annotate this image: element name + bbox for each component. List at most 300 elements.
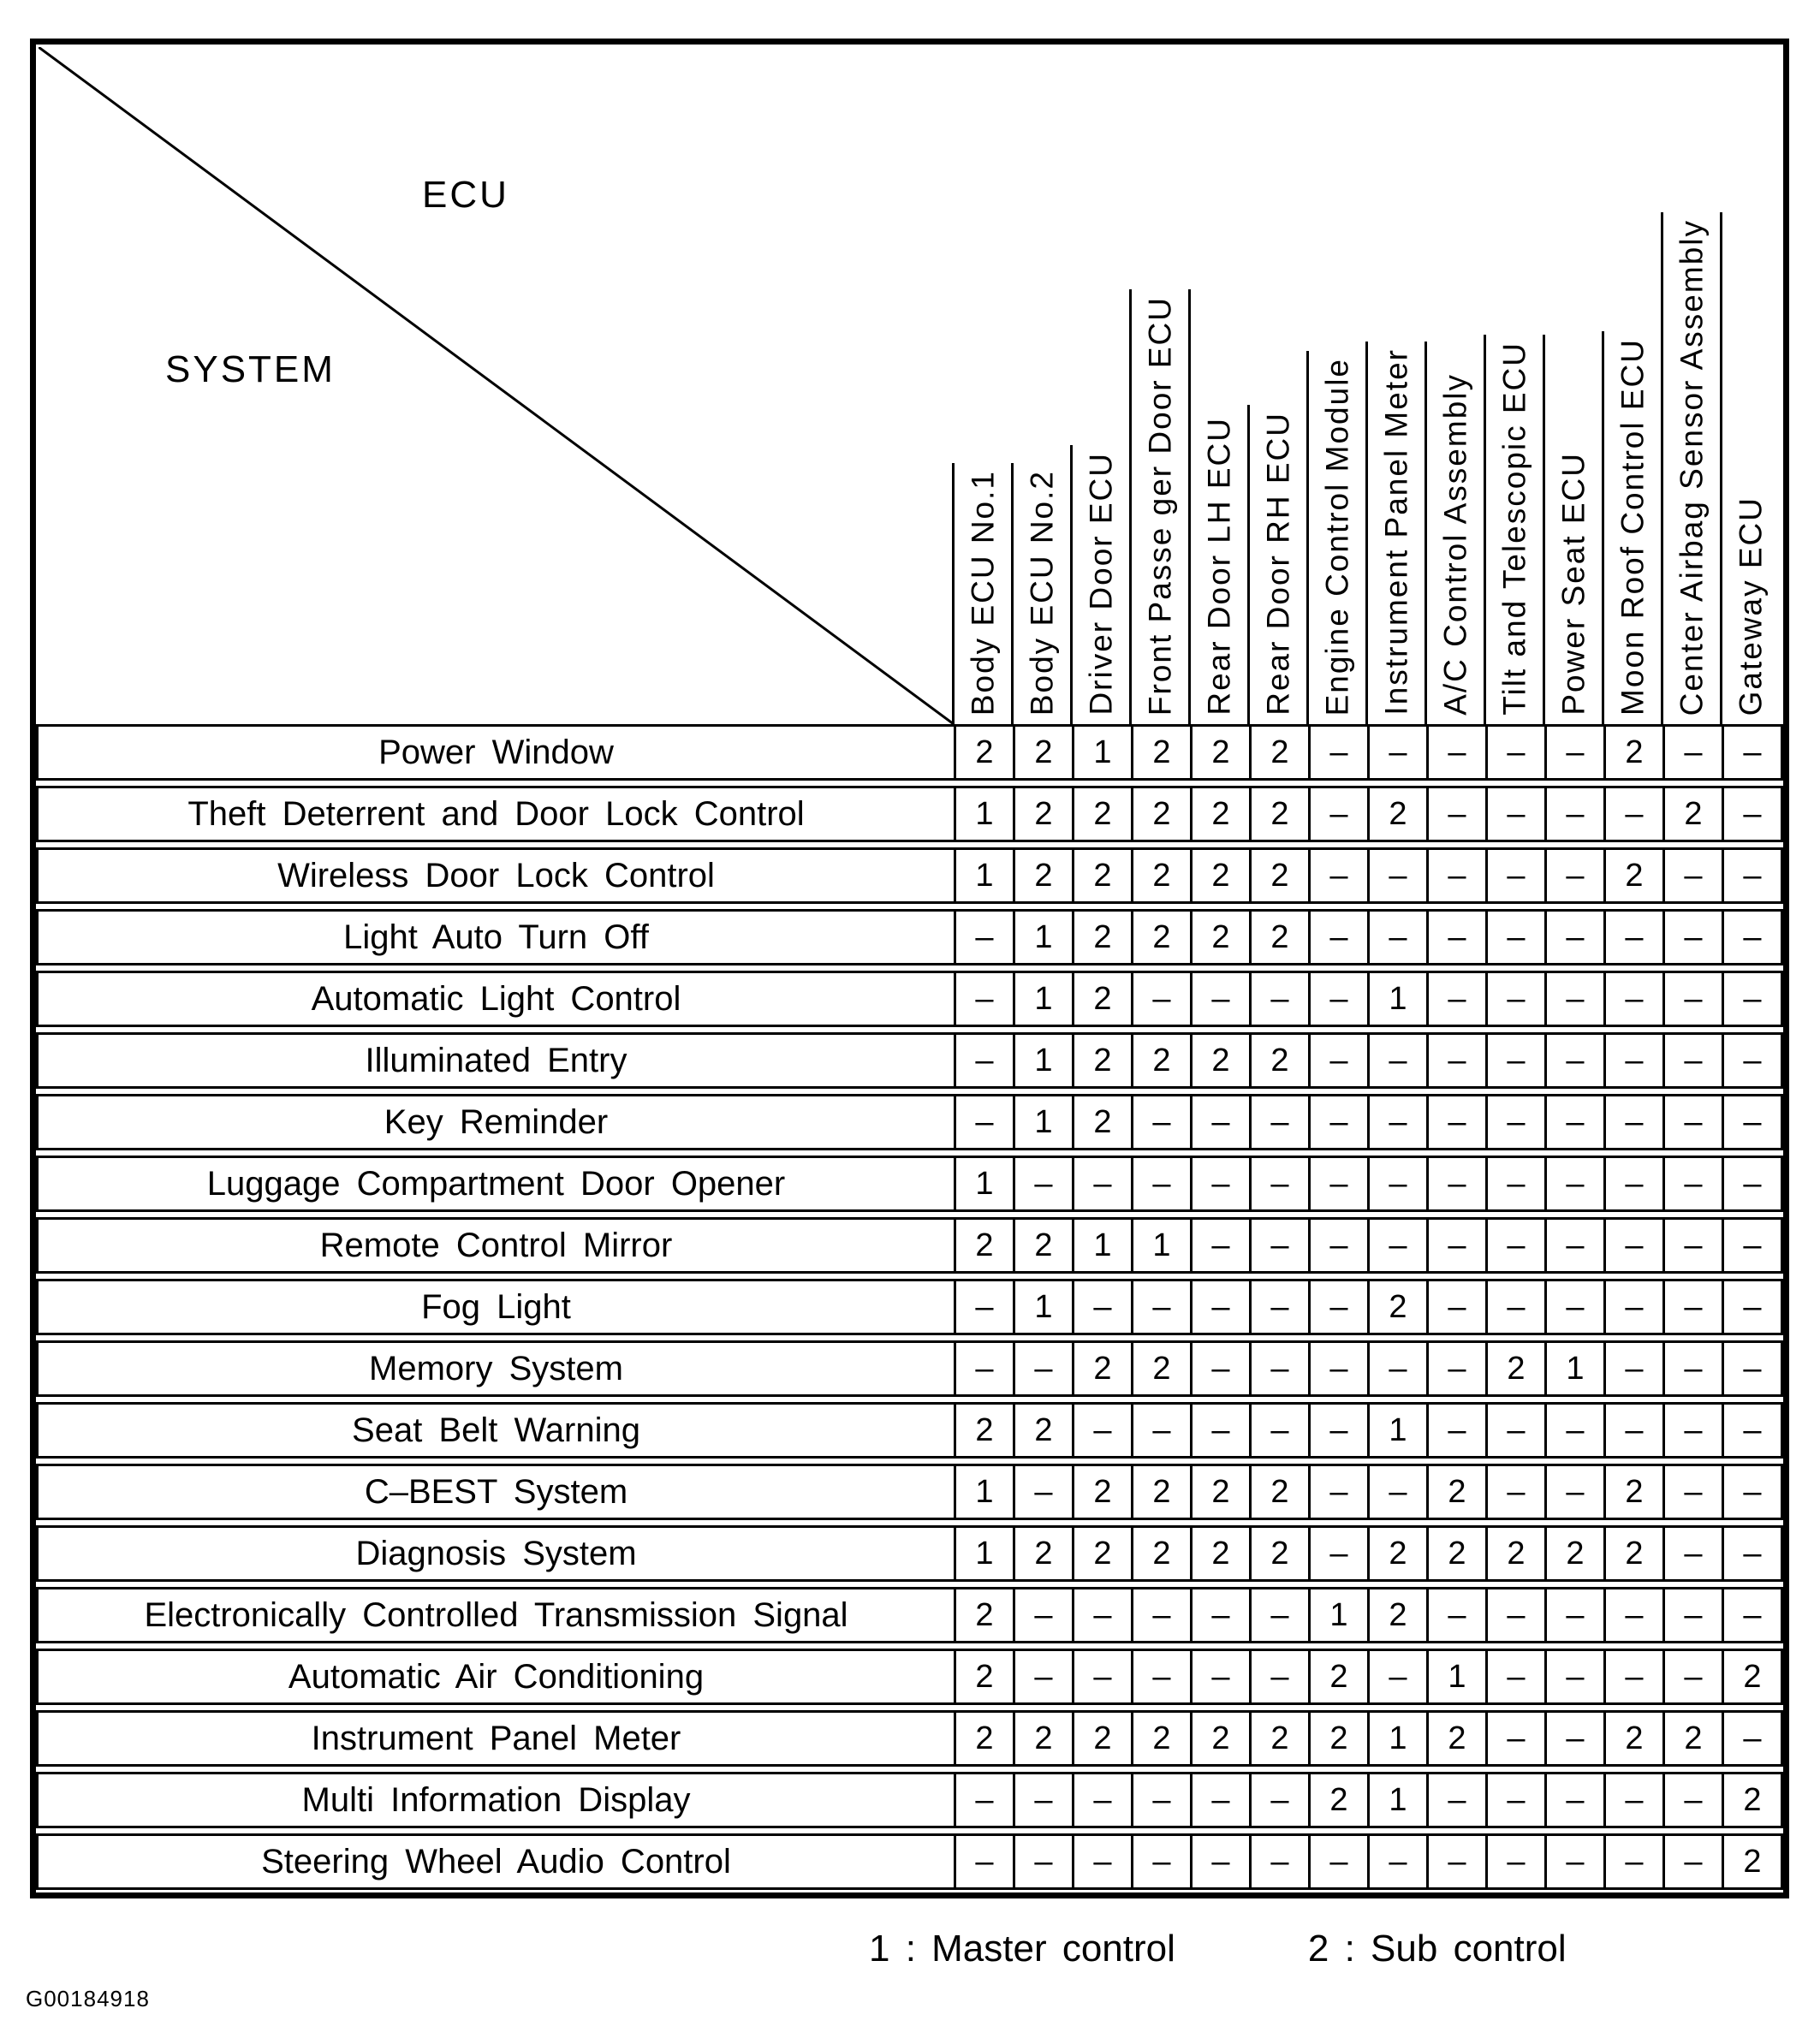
ecu-column-label: Body ECU No.1 <box>965 469 1001 716</box>
control-value-cell: – <box>954 1774 1013 1826</box>
system-name-cell: Automatic Air Conditioning <box>288 1657 705 1696</box>
control-value-cell: – <box>1544 850 1603 901</box>
control-value-cell: – <box>1367 1651 1426 1702</box>
control-value-cell: – <box>1308 1343 1367 1394</box>
control-value-cell: – <box>1662 1096 1722 1148</box>
control-value-cell: 1 <box>1367 1774 1426 1826</box>
control-value-cell: 2 <box>1190 1713 1249 1764</box>
control-value-cell: – <box>1485 1651 1544 1702</box>
control-value-cell: – <box>1367 850 1426 901</box>
system-name-cell: Illuminated Entry <box>365 1041 627 1079</box>
ecu-column-label: Center Airbag Sensor Assembly <box>1674 218 1710 716</box>
ecu-column-label: Engine Control Module <box>1319 357 1355 716</box>
control-value-cell: – <box>1544 1651 1603 1702</box>
system-row <box>36 1032 1783 1089</box>
control-value-cell: – <box>1013 1158 1072 1209</box>
control-value-cell: – <box>1485 1836 1544 1887</box>
system-row <box>36 1340 1783 1397</box>
control-value-cell: 2 <box>1367 1589 1426 1641</box>
control-value-cell: 2 <box>1131 727 1190 778</box>
control-value-cell: – <box>954 1281 1013 1333</box>
control-value-cell: 1 <box>1013 912 1072 963</box>
control-value-cell: – <box>1722 727 1781 778</box>
control-value-cell: 2 <box>1013 850 1072 901</box>
control-value-cell: – <box>1603 1651 1662 1702</box>
control-value-cell: – <box>1190 1096 1249 1148</box>
control-value-cell: – <box>1485 1035 1544 1086</box>
control-value-cell: – <box>1013 1836 1072 1887</box>
control-value-cell: – <box>954 973 1013 1025</box>
system-row <box>36 1710 1783 1767</box>
control-value-cell: 2 <box>1190 912 1249 963</box>
control-value-cell: – <box>1426 1158 1485 1209</box>
control-value-cell: – <box>1249 1774 1308 1826</box>
control-value-cell: – <box>1013 1651 1072 1702</box>
control-value-cell: – <box>1426 850 1485 901</box>
control-value-cell: 2 <box>954 1651 1013 1702</box>
control-value-cell: 2 <box>1072 850 1131 901</box>
control-value-cell: 2 <box>1190 850 1249 901</box>
control-value-cell: – <box>1544 1096 1603 1148</box>
control-value-cell: – <box>1662 912 1722 963</box>
system-name-cell: Key Reminder <box>384 1102 609 1141</box>
control-value-cell: 2 <box>1072 788 1131 840</box>
control-value-cell: – <box>1308 1220 1367 1271</box>
system-name-cell: Memory System <box>369 1349 623 1387</box>
system-name-cell: Light Auto Turn Off <box>343 918 649 956</box>
control-value-cell: 2 <box>1190 788 1249 840</box>
control-value-cell: 2 <box>1013 1220 1072 1271</box>
control-value-cell: – <box>1485 850 1544 901</box>
ecu-column-label: Moon Roof Control ECU <box>1615 338 1650 716</box>
control-value-cell: 2 <box>1308 1713 1367 1764</box>
control-value-cell: – <box>1426 1589 1485 1641</box>
control-value-cell: 2 <box>1249 912 1308 963</box>
control-value-cell: – <box>1722 1405 1781 1456</box>
control-value-cell: – <box>1249 1405 1308 1456</box>
control-value-cell: 2 <box>954 1713 1013 1764</box>
control-value-cell: – <box>1072 1405 1131 1456</box>
ecu-column-label: Driver Door ECU <box>1083 452 1119 716</box>
control-value-cell: 2 <box>1249 850 1308 901</box>
system-name-cell: Electronically Controlled Transmission Signal <box>144 1595 848 1634</box>
control-value-cell: – <box>1544 727 1603 778</box>
control-value-cell: – <box>1013 1774 1072 1826</box>
system-row <box>36 1094 1783 1150</box>
control-value-cell: – <box>1190 1774 1249 1826</box>
control-value-cell: 1 <box>1131 1220 1190 1271</box>
table-body-rows <box>36 724 1783 1892</box>
control-value-cell: – <box>1249 1589 1308 1641</box>
control-value-cell: 2 <box>1072 1035 1131 1086</box>
control-value-cell: 2 <box>1367 1528 1426 1579</box>
control-value-cell: – <box>1249 1281 1308 1333</box>
control-value-cell: – <box>1544 1158 1603 1209</box>
control-value-cell: – <box>1426 912 1485 963</box>
system-name-cell: Remote Control Mirror <box>319 1226 673 1264</box>
control-value-cell: 2 <box>1131 912 1190 963</box>
system-row <box>36 1772 1783 1828</box>
control-value-cell: – <box>1544 788 1603 840</box>
system-row <box>36 786 1783 842</box>
control-value-cell: – <box>1367 1158 1426 1209</box>
control-value-cell: 2 <box>1308 1774 1367 1826</box>
control-value-cell: 2 <box>1131 1035 1190 1086</box>
control-value-cell: – <box>1249 1836 1308 1887</box>
control-value-cell: – <box>1722 1528 1781 1579</box>
control-value-cell: – <box>1190 1158 1249 1209</box>
control-value-cell: – <box>1544 1220 1603 1271</box>
control-value-cell: – <box>1131 1651 1190 1702</box>
ecu-column-label: Body ECU No.2 <box>1024 469 1060 716</box>
control-value-cell: – <box>1131 973 1190 1025</box>
control-value-cell: – <box>1190 1651 1249 1702</box>
control-value-cell: 1 <box>1013 1096 1072 1148</box>
control-value-cell: – <box>1662 1343 1722 1394</box>
system-name-cell: Instrument Panel Meter <box>311 1719 681 1757</box>
control-value-cell: 2 <box>1662 1713 1722 1764</box>
control-value-cell: – <box>1131 1836 1190 1887</box>
control-value-cell: – <box>1426 1774 1485 1826</box>
control-value-cell: – <box>1249 1651 1308 1702</box>
system-axis-label: SYSTEM <box>165 348 336 390</box>
control-value-cell: – <box>1190 1589 1249 1641</box>
control-value-cell: 2 <box>1367 1281 1426 1333</box>
control-value-cell: 1 <box>954 1158 1013 1209</box>
control-value-cell: – <box>1131 1158 1190 1209</box>
legend <box>869 1928 1567 1970</box>
control-value-cell: 2 <box>1013 788 1072 840</box>
control-value-cell: – <box>1426 1836 1485 1887</box>
control-value-cell: – <box>1722 1158 1781 1209</box>
control-value-cell: 1 <box>954 1528 1013 1579</box>
ecu-column-label: Power Seat ECU <box>1555 452 1591 716</box>
control-value-cell: 2 <box>1249 1466 1308 1518</box>
system-name-cell: Seat Belt Warning <box>352 1411 640 1449</box>
control-value-cell: – <box>1308 1405 1367 1456</box>
control-value-cell: – <box>1603 912 1662 963</box>
control-value-cell: 2 <box>1603 1713 1662 1764</box>
control-value-cell: 2 <box>1013 1713 1072 1764</box>
ecu-column-label: Rear Door LH ECU <box>1201 417 1237 716</box>
ecu-column-headers <box>954 47 1781 724</box>
control-value-cell: – <box>1367 912 1426 963</box>
system-row <box>36 1402 1783 1459</box>
control-value-cell: – <box>1722 788 1781 840</box>
control-value-cell: – <box>1662 1836 1722 1887</box>
control-value-cell: – <box>1662 1035 1722 1086</box>
control-value-cell: – <box>954 1096 1013 1148</box>
ecu-column-label: Rear Door RH ECU <box>1260 412 1296 716</box>
system-row <box>36 847 1783 904</box>
control-value-cell: 2 <box>1072 1096 1131 1148</box>
control-value-cell: – <box>1603 1343 1662 1394</box>
control-value-cell: 1 <box>1013 1035 1072 1086</box>
ecu-column-label: Tilt and Telescopic ECU <box>1496 342 1532 716</box>
control-value-cell: – <box>1544 1466 1603 1518</box>
control-value-cell: – <box>1190 1343 1249 1394</box>
control-value-cell: – <box>1308 1158 1367 1209</box>
control-value-cell: 2 <box>1544 1528 1603 1579</box>
control-value-cell: – <box>1072 1651 1131 1702</box>
system-row <box>36 909 1783 965</box>
control-value-cell: – <box>1722 1343 1781 1394</box>
control-value-cell: – <box>1308 1035 1367 1086</box>
control-value-cell: – <box>1190 1405 1249 1456</box>
control-value-cell: 2 <box>1722 1836 1781 1887</box>
control-value-cell: – <box>1544 1836 1603 1887</box>
system-ecu-matrix-table <box>30 39 1789 1898</box>
ecu-column-header <box>1072 47 1131 724</box>
control-value-cell: – <box>1367 1466 1426 1518</box>
control-value-cell: – <box>1190 973 1249 1025</box>
system-row <box>36 724 1783 781</box>
control-value-cell: – <box>1662 850 1722 901</box>
control-value-cell: – <box>1426 788 1485 840</box>
control-value-cell: – <box>1426 1096 1485 1148</box>
control-value-cell: 1 <box>1013 1281 1072 1333</box>
control-value-cell: 2 <box>1131 788 1190 840</box>
control-value-cell: 2 <box>954 1589 1013 1641</box>
legend-master-control: 1 : Master control <box>869 1928 1175 1970</box>
system-row <box>36 1279 1783 1335</box>
control-value-cell: – <box>1367 727 1426 778</box>
control-value-cell: 2 <box>1722 1774 1781 1826</box>
control-value-cell: 2 <box>1249 1035 1308 1086</box>
control-value-cell: – <box>1603 1035 1662 1086</box>
control-value-cell: – <box>1426 1343 1485 1394</box>
control-value-cell: – <box>1308 1466 1367 1518</box>
control-value-cell: – <box>1662 1651 1722 1702</box>
ecu-column-header <box>1249 47 1308 724</box>
control-value-cell: – <box>1072 1281 1131 1333</box>
control-value-cell: – <box>1722 912 1781 963</box>
control-value-cell: – <box>1190 1281 1249 1333</box>
control-value-cell: – <box>1249 1220 1308 1271</box>
control-value-cell: – <box>1603 1096 1662 1148</box>
control-value-cell: 2 <box>1013 727 1072 778</box>
control-value-cell: – <box>1544 912 1603 963</box>
control-value-cell: 2 <box>1485 1343 1544 1394</box>
control-value-cell: – <box>1603 1405 1662 1456</box>
control-value-cell: – <box>1485 1158 1544 1209</box>
system-row <box>36 1464 1783 1520</box>
control-value-cell: – <box>1308 973 1367 1025</box>
control-value-cell: – <box>1426 973 1485 1025</box>
control-value-cell: – <box>1072 1836 1131 1887</box>
control-value-cell: – <box>1190 1836 1249 1887</box>
control-value-cell: – <box>1308 1281 1367 1333</box>
control-value-cell: – <box>1722 850 1781 901</box>
control-value-cell: – <box>1485 912 1544 963</box>
control-value-cell: 2 <box>1190 1528 1249 1579</box>
control-value-cell: – <box>1249 973 1308 1025</box>
control-value-cell: 2 <box>1190 727 1249 778</box>
ecu-column-label: Front Passe ger Door ECU <box>1142 295 1178 716</box>
control-value-cell: – <box>1367 1836 1426 1887</box>
control-value-cell: – <box>1308 1836 1367 1887</box>
control-value-cell: – <box>1426 1220 1485 1271</box>
control-value-cell: – <box>1367 1343 1426 1394</box>
control-value-cell: 2 <box>1072 1528 1131 1579</box>
control-value-cell: 1 <box>1013 973 1072 1025</box>
control-value-cell: 1 <box>1367 1713 1426 1764</box>
control-value-cell: 2 <box>1603 850 1662 901</box>
control-value-cell: – <box>1485 1713 1544 1764</box>
ecu-column-header <box>1308 47 1367 724</box>
control-value-cell: – <box>1308 788 1367 840</box>
control-value-cell: – <box>1131 1096 1190 1148</box>
control-value-cell: – <box>1013 1466 1072 1518</box>
control-value-cell: – <box>1544 1774 1603 1826</box>
control-value-cell: 1 <box>954 788 1013 840</box>
legend-sub-control: 2 : Sub control <box>1307 1928 1567 1970</box>
control-value-cell: – <box>1722 1713 1781 1764</box>
control-value-cell: – <box>1426 1281 1485 1333</box>
control-value-cell: 1 <box>1544 1343 1603 1394</box>
control-value-cell: – <box>1367 1220 1426 1271</box>
control-value-cell: – <box>1072 1158 1131 1209</box>
system-name-cell: Automatic Light Control <box>311 979 681 1018</box>
control-value-cell: 2 <box>1072 1343 1131 1394</box>
ecu-axis-label: ECU <box>422 174 509 216</box>
control-value-cell: – <box>1603 1220 1662 1271</box>
control-value-cell: 2 <box>1426 1466 1485 1518</box>
control-value-cell: 2 <box>1131 1343 1190 1394</box>
control-value-cell: 2 <box>1249 1713 1308 1764</box>
system-row <box>36 1525 1783 1582</box>
control-value-cell: 1 <box>1426 1651 1485 1702</box>
control-value-cell: 2 <box>1485 1528 1544 1579</box>
ecu-column-header <box>1662 47 1722 724</box>
ecu-column-header <box>1013 47 1072 724</box>
control-value-cell: 2 <box>1072 1713 1131 1764</box>
ecu-column-header <box>1722 47 1781 724</box>
control-value-cell: 1 <box>1072 1220 1131 1271</box>
control-value-cell: – <box>1722 1281 1781 1333</box>
control-value-cell: 2 <box>1072 912 1131 963</box>
control-value-cell: 2 <box>1131 1713 1190 1764</box>
control-value-cell: 2 <box>1131 850 1190 901</box>
system-name-cell: Diagnosis System <box>355 1534 637 1572</box>
control-value-cell: 2 <box>1131 1528 1190 1579</box>
ecu-column-header <box>1367 47 1426 724</box>
control-value-cell: – <box>1426 727 1485 778</box>
ecu-column-header <box>1544 47 1603 724</box>
control-value-cell: – <box>1603 1774 1662 1826</box>
control-value-cell: – <box>1308 912 1367 963</box>
control-value-cell: – <box>1485 1589 1544 1641</box>
control-value-cell: – <box>1131 1589 1190 1641</box>
control-value-cell: – <box>1662 1281 1722 1333</box>
control-value-cell: – <box>1544 1035 1603 1086</box>
system-row <box>36 971 1783 1027</box>
system-row <box>36 1649 1783 1705</box>
ecu-column-header <box>1190 47 1249 724</box>
control-value-cell: – <box>1249 1343 1308 1394</box>
control-value-cell: 2 <box>954 1405 1013 1456</box>
control-value-cell: 2 <box>1308 1651 1367 1702</box>
control-value-cell: – <box>1485 973 1544 1025</box>
control-value-cell: – <box>1603 1589 1662 1641</box>
ecu-column-label: A/C Control Assembly <box>1437 373 1473 716</box>
control-value-cell: – <box>1131 1774 1190 1826</box>
control-value-cell: – <box>1013 1589 1072 1641</box>
control-value-cell: – <box>1485 1774 1544 1826</box>
control-value-cell: – <box>1485 1466 1544 1518</box>
system-row <box>36 1833 1783 1890</box>
control-value-cell: – <box>1722 1466 1781 1518</box>
control-value-cell: – <box>1426 1405 1485 1456</box>
control-value-cell: – <box>1662 1528 1722 1579</box>
ecu-column-label: Instrument Panel Meter <box>1378 348 1414 716</box>
control-value-cell: – <box>1544 1405 1603 1456</box>
system-name-cell: Power Window <box>378 733 614 771</box>
control-value-cell: – <box>1367 1035 1426 1086</box>
control-value-cell: – <box>1013 1343 1072 1394</box>
control-value-cell: – <box>1308 850 1367 901</box>
control-value-cell: 2 <box>1249 788 1308 840</box>
control-value-cell: – <box>954 1836 1013 1887</box>
control-value-cell: – <box>1662 1774 1722 1826</box>
control-value-cell: – <box>1426 1035 1485 1086</box>
control-value-cell: 2 <box>1722 1651 1781 1702</box>
control-value-cell: – <box>1485 788 1544 840</box>
system-name-cell: C–BEST System <box>364 1472 628 1511</box>
control-value-cell: – <box>1603 1158 1662 1209</box>
corner-header-cell <box>39 47 954 724</box>
control-value-cell: – <box>1544 1713 1603 1764</box>
control-value-cell: – <box>1603 1281 1662 1333</box>
control-value-cell: – <box>1485 727 1544 778</box>
control-value-cell: 2 <box>1072 1466 1131 1518</box>
control-value-cell: – <box>1190 1220 1249 1271</box>
control-value-cell: 1 <box>1367 1405 1426 1456</box>
control-value-cell: 2 <box>1426 1528 1485 1579</box>
control-value-cell: 2 <box>1013 1528 1072 1579</box>
control-value-cell: 2 <box>1426 1713 1485 1764</box>
control-value-cell: – <box>1662 1220 1722 1271</box>
table-header <box>36 45 1783 724</box>
control-value-cell: 2 <box>1603 1466 1662 1518</box>
system-row <box>36 1217 1783 1274</box>
system-name-cell: Multi Information Display <box>301 1780 691 1819</box>
control-value-cell: – <box>1722 973 1781 1025</box>
control-value-cell: – <box>1603 788 1662 840</box>
control-value-cell: 2 <box>1249 1528 1308 1579</box>
control-value-cell: – <box>1072 1774 1131 1826</box>
system-row <box>36 1587 1783 1643</box>
control-value-cell: 1 <box>954 1466 1013 1518</box>
control-value-cell: – <box>1308 727 1367 778</box>
ecu-column-label: Gateway ECU <box>1733 496 1769 716</box>
control-value-cell: – <box>954 912 1013 963</box>
system-name-cell: Steering Wheel Audio Control <box>261 1842 731 1880</box>
control-value-cell: 1 <box>1308 1589 1367 1641</box>
ecu-column-header <box>1603 47 1662 724</box>
control-value-cell: 2 <box>1190 1035 1249 1086</box>
control-value-cell: – <box>1131 1405 1190 1456</box>
control-value-cell: 1 <box>1072 727 1131 778</box>
control-value-cell: – <box>1544 973 1603 1025</box>
control-value-cell: 2 <box>1603 1528 1662 1579</box>
figure-code: G00184918 <box>26 1986 150 2011</box>
control-value-cell: – <box>1485 1096 1544 1148</box>
control-value-cell: – <box>1485 1220 1544 1271</box>
system-name-cell: Fog Light <box>421 1287 571 1326</box>
control-value-cell: – <box>954 1343 1013 1394</box>
control-value-cell: 2 <box>1190 1466 1249 1518</box>
